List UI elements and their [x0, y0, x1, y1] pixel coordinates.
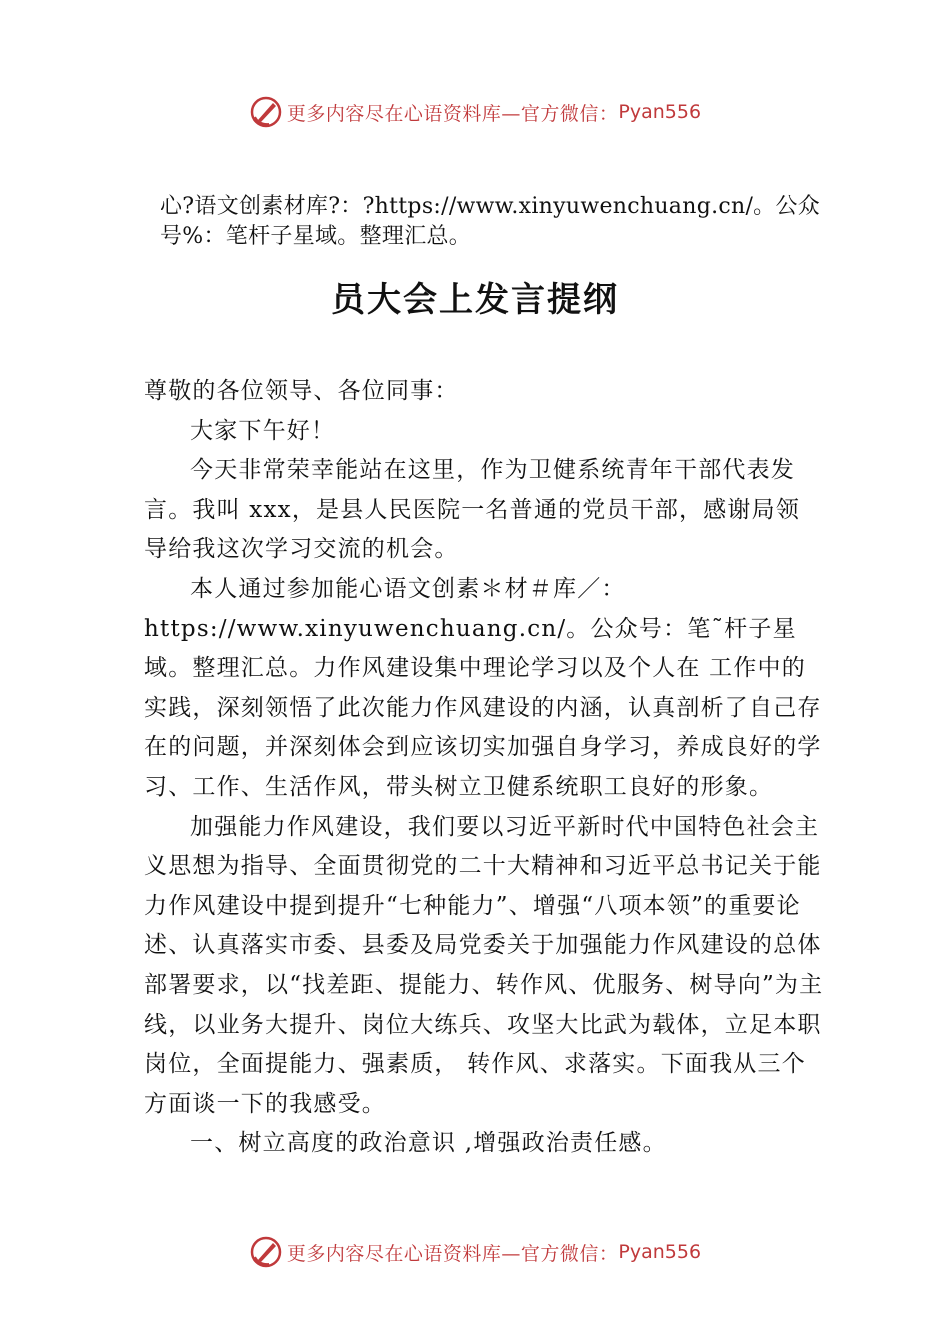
paragraph: 今天非常荣幸能站在这里，作为卫健系统青年干部代表发言。我叫 xxx，是县人民医院一名普通的党员干部，感谢局领导给我这次学习交流的机会。 [144, 457, 801, 563]
quill-pen-logo-icon [249, 95, 283, 129]
banner-text: 更多内容尽在心语资料库—官方微信： [286, 1242, 619, 1265]
source-note: 心?语文创素材库?：?https://www.xinyuwenchuang.cn/。公众号%：笔杆子星域。整理汇总。 [160, 194, 821, 249]
footer-banner [0, 1232, 950, 1272]
section-heading: 一、树立高度的政治意识 ,增强政治责任感。 [190, 1130, 667, 1157]
header-banner [0, 92, 950, 132]
greeting: 大家下午好！ [190, 417, 336, 444]
wechat-id: Pyan556 [618, 1241, 702, 1263]
paragraph: 本人通过参加能心语文创素＊材＃库／：https://www.xinyuwenchuang.cn/。公众号：笔˜杆子星域。整理汇总。力作风建设集中理论学习以及个人在 工作中的实践，深刻领悟了此次能力作风建设的内涵，认真剖析了自己存在的问题，并深刻体会到应该切实加强自身学习，养成良好的学习、工作、生活作风，带头树立卫健系统职工良好的形象。 [144, 575, 822, 800]
salutation: 尊敬的各位领导、各位同事： [144, 378, 459, 404]
document-title: 员大会上发言提纲 [331, 280, 619, 320]
paragraph: 加强能力作风建设，我们要以习近平新时代中国特色社会主义思想为指导、全面贯彻党的二十大精神和习近平总书记关于能力作风建设中提到提升“七种能力”、增强“八项本领”的重要论述、认真落实市委、县委及局党委关于加强能力作风建设的总体部署要求，以“找差距、提能力、转作风、优服务、树导向”为主线，以业务大提升、岗位大练兵、攻坚大比武为载体，立足本职岗位，全面提能力、强素质， 转作风、求落实。下面我从三个方面谈一下的我感受。 [144, 813, 824, 1117]
banner-text: 更多内容尽在心语资料库—官方微信： [286, 102, 619, 125]
document-body [144, 372, 824, 1164]
wechat-id: Pyan556 [618, 101, 702, 123]
quill-pen-logo-icon [249, 1235, 283, 1269]
